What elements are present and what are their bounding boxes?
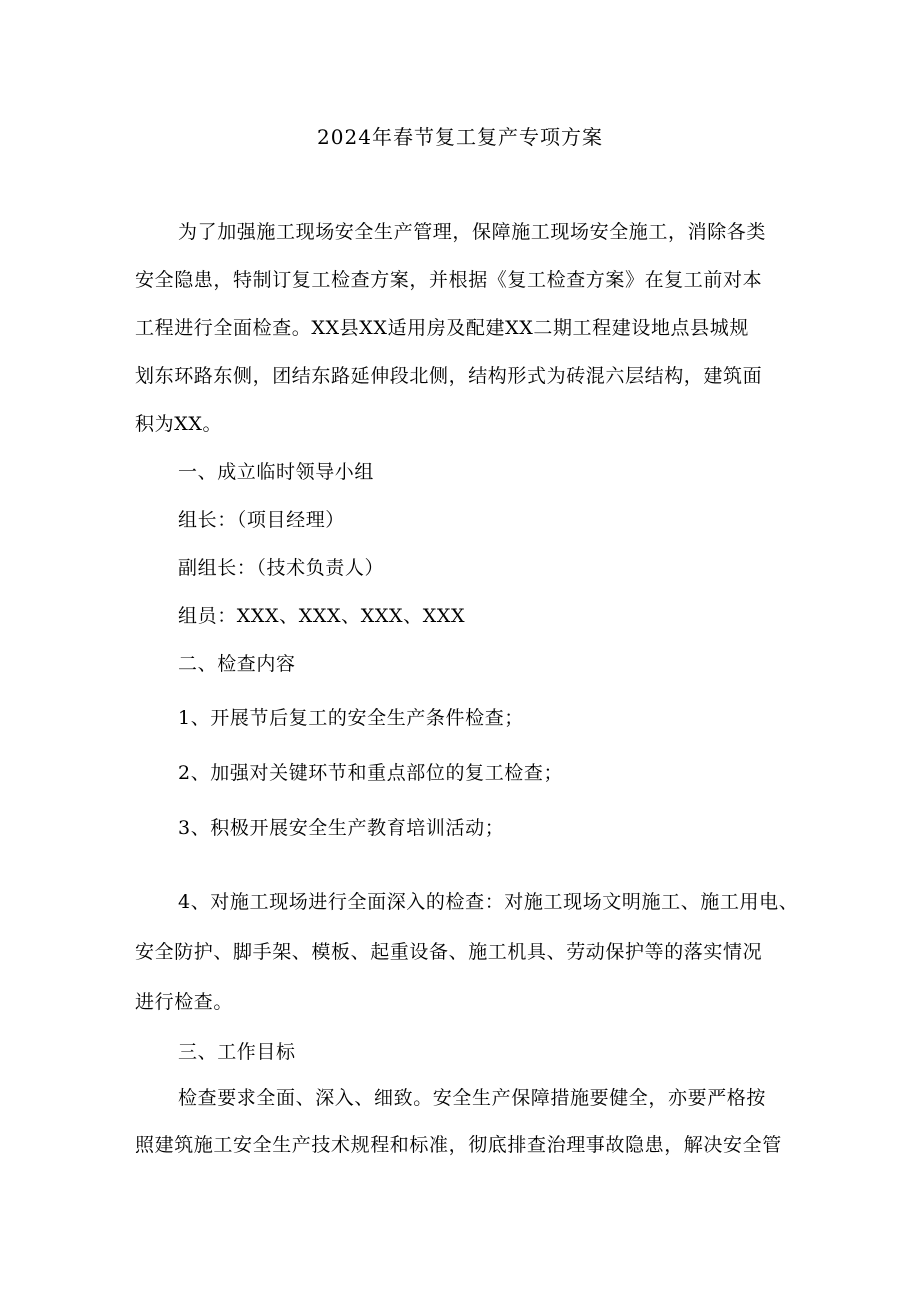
deputy-leader-line: 副组长：（技术负责人） [178,557,385,579]
members-line: 组员：XXX、XXX、XXX、XXX [178,605,466,627]
check-item-4-line-2: 安全防护、脚手架、模板、起重设备、施工机具、劳动保护等的落实情况 [135,941,763,963]
intro-line-1: 为了加强施工现场安全生产管理，保障施工现场安全施工，消除各类 [178,221,767,243]
document-title: 2024年春节复工复产专项方案 [317,125,603,149]
check-item-2: 2、加强对关键环节和重点部位的复工检查； [178,762,564,784]
section2-heading: 二、检查内容 [178,653,296,675]
section1-heading: 一、成立临时领导小组 [178,461,375,483]
check-item-4-line-3: 进行检查。 [135,991,234,1013]
intro-line-2: 安全隐患，特制订复工检查方案，并根据《复工检查方案》在复工前对本 [135,269,763,291]
leader-line: 组长：（项目经理） [178,509,345,531]
intro-line-4: 划东环路东侧，团结东路延伸段北侧，结构形式为砖混六层结构，建筑面 [135,365,763,387]
goal-line-1: 检查要求全面、深入、细致。安全生产保障措施要健全，亦要严格按 [178,1087,767,1109]
intro-line-3: 工程进行全面检查。XX县XX适用房及配建XX二期工程建设地点县城规 [135,317,749,339]
intro-line-5: 积为XX。 [135,413,223,435]
check-item-1: 1、开展节后复工的安全生产条件检查； [178,707,524,729]
check-item-3: 3、积极开展安全生产教育培训活动； [178,817,505,839]
section3-heading: 三、工作目标 [178,1041,296,1063]
check-item-4-line-1: 4、对施工现场进行全面深入的检查：对施工现场文明施工、施工用电、 [178,891,799,913]
goal-line-2: 照建筑施工安全生产技术规程和标准，彻底排查治理事故隐患，解决安全管 [135,1134,782,1156]
